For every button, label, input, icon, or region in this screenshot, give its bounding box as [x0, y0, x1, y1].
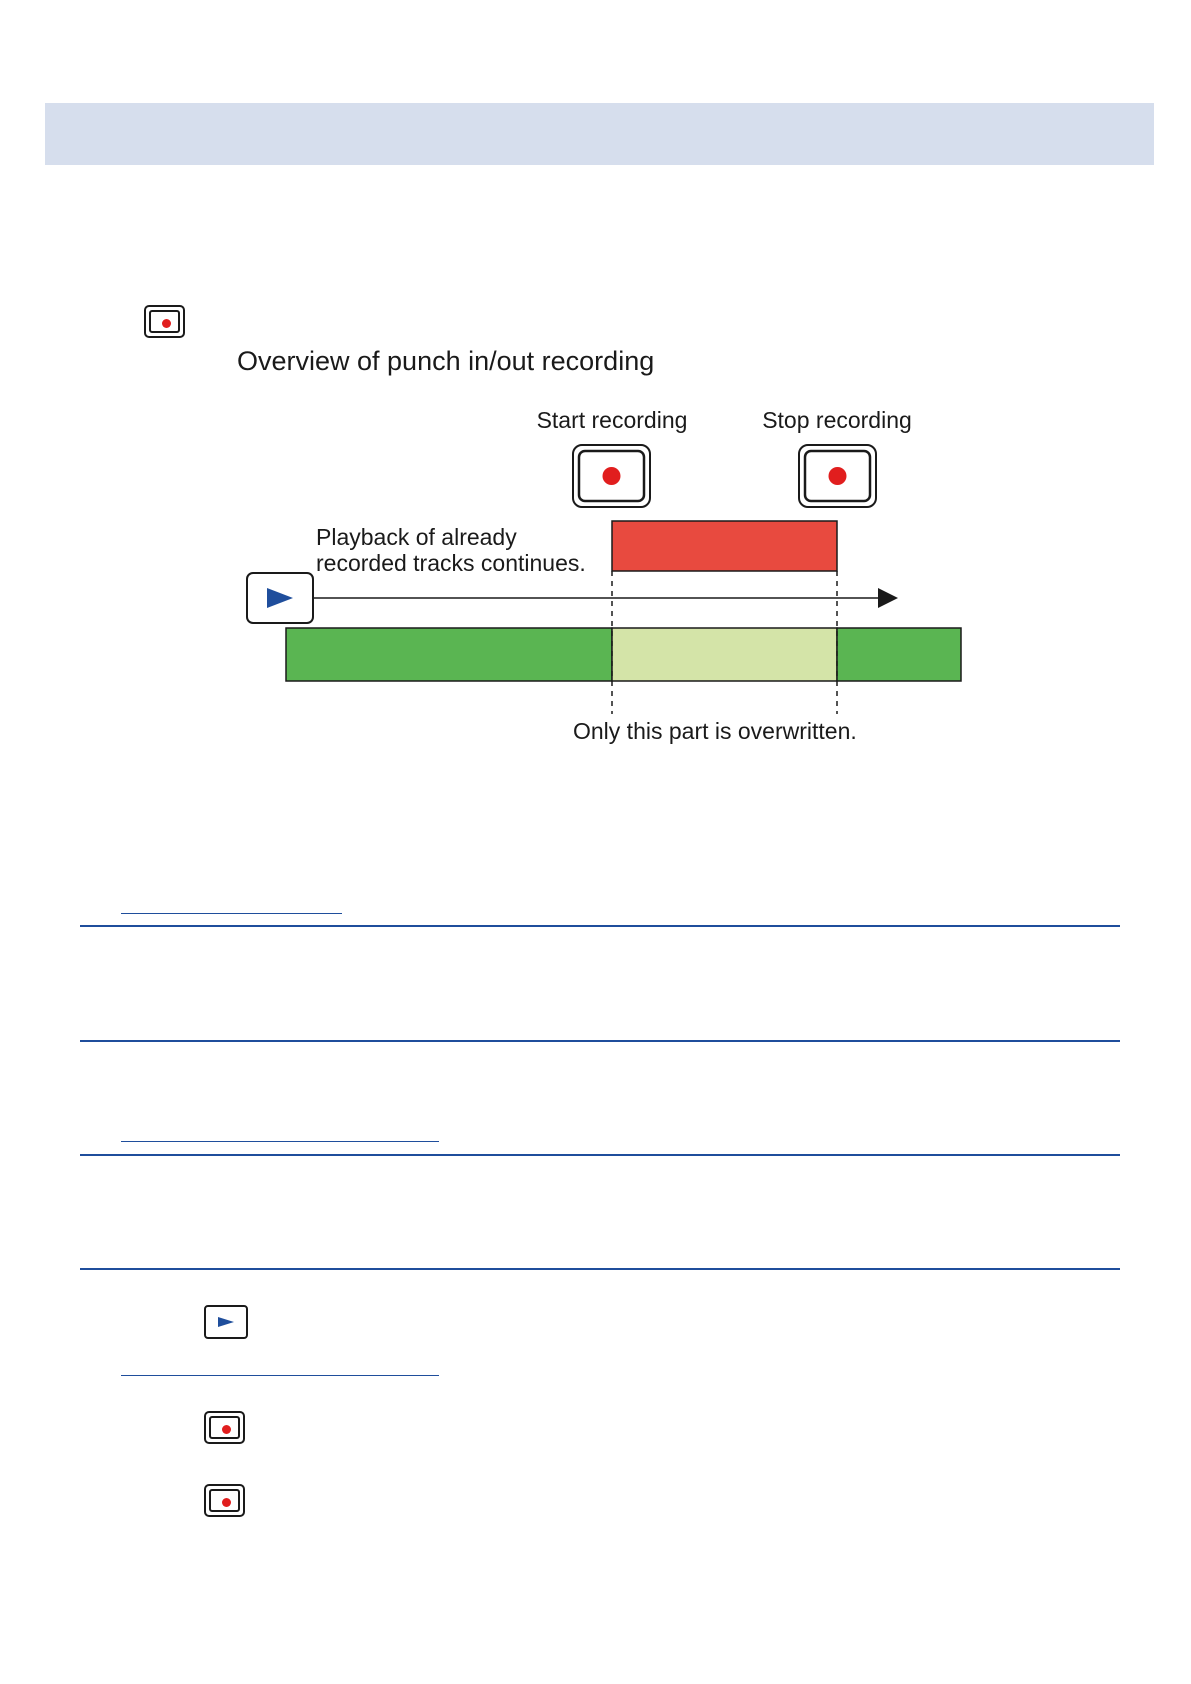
playback-label-line2: recorded tracks continues.: [316, 550, 586, 576]
link-underline[interactable]: [121, 1375, 439, 1376]
track-segment-before: [286, 628, 612, 681]
track-segment-after: [837, 628, 961, 681]
play-key-icon: [247, 573, 313, 623]
record-key-icon: [204, 1411, 245, 1444]
record-dot: [829, 467, 847, 485]
play-triangle: [218, 1317, 234, 1327]
track-segment-overwritten: [612, 628, 837, 681]
start-record-key-icon: [573, 445, 650, 507]
section-rule: [80, 925, 1120, 927]
recording-segment: [612, 521, 837, 571]
link-underline[interactable]: [121, 1141, 439, 1142]
record-dot: [603, 467, 621, 485]
start-recording-label: Start recording: [536, 407, 688, 433]
record-key-icon: [204, 1484, 245, 1517]
play-key-icon: [204, 1305, 248, 1339]
section-rule: [80, 1154, 1120, 1156]
record-dot: [222, 1425, 231, 1434]
overwrite-label: Only this part is overwritten.: [573, 718, 857, 744]
stop-record-key-icon: [799, 445, 876, 507]
diagram-title: Overview of punch in/out recording: [237, 346, 655, 376]
punch-in-out-diagram: [0, 0, 1191, 760]
section-rule: [80, 1268, 1120, 1270]
record-dot: [222, 1498, 231, 1507]
playback-label-line1: Playback of already: [316, 524, 517, 550]
link-underline[interactable]: [121, 913, 342, 914]
stop-recording-label: Stop recording: [762, 407, 912, 433]
timeline-arrowhead: [878, 588, 898, 608]
section-rule: [80, 1040, 1120, 1042]
